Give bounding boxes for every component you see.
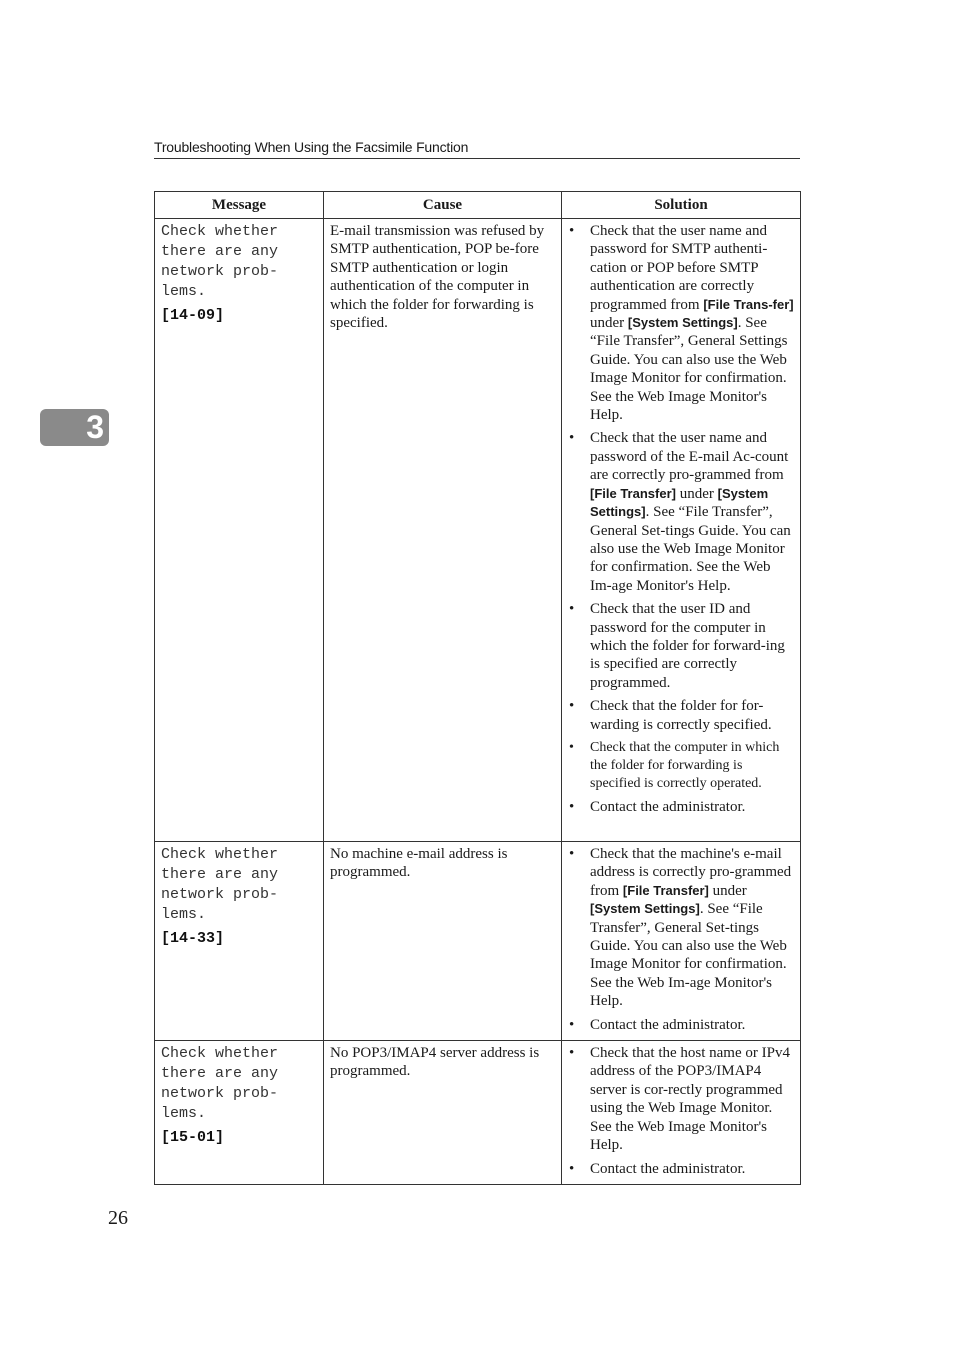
menu-key: [System Settings] (627, 315, 738, 331)
page-number: 26 (108, 1207, 128, 1229)
column-header-cause: Cause (324, 192, 562, 219)
solution-item: • Contact the administrator. (590, 1016, 794, 1034)
cause-cell: No POP3/IMAP4 server address is programmed. (324, 1041, 562, 1185)
chapter-tab (40, 409, 109, 446)
solution-list (568, 845, 794, 1034)
running-header: Troubleshooting When Using the Facsimile Function (154, 139, 800, 159)
message-text: Check whether there are any network prob- lems. (161, 1045, 279, 1123)
menu-key: [File Transfer] (622, 882, 709, 898)
troubleshooting-table (154, 191, 801, 1185)
solution-item: • Check that the host name or IPv4 address of the POP3/IMAP4 server is cor-rectly programmed using the Web Image Monitor. See the Web Image Monitor's Help. (590, 1044, 794, 1154)
solution-item: • Contact the administrator. (590, 1160, 794, 1178)
message-text: Check whether there are any network prob- lems. (161, 223, 279, 300)
error-code: [14-09] (161, 307, 225, 324)
table-header-row (155, 192, 801, 219)
column-header-solution: Solution (562, 192, 801, 219)
chapter-number: 3 (86, 409, 104, 445)
solution-item: • Check that the user ID and password for the computer in which the folder for forward-ing is specified are correctly programmed. (590, 600, 794, 692)
cause-cell: No machine e-mail address is programmed. (324, 842, 562, 1041)
message-text: Check whether there are any network prob- lems. (161, 846, 279, 923)
table-row (155, 842, 801, 1041)
message-cell (155, 1041, 324, 1185)
solution-cell (562, 842, 801, 1041)
message-cell (155, 842, 324, 1041)
solution-item: • Contact the administrator. (590, 798, 794, 816)
menu-key: [File Transfer] (590, 485, 676, 501)
solution-item: • Check that the machine's e-mail address is correctly pro-grammed from [File Transfer] under [System Settings]. See “File Transfer”, General Set-tings Guide. You can also use the Web Image Monitor for confirmation. See the Web Im-age Monitor's Help. (590, 845, 794, 1011)
error-code: [14-33] (161, 930, 225, 947)
solution-item: • Check that the user name and password for SMTP authenti-cation or POP before SMTP authentication are correctly programmed from [File Trans-fer] under [System Settings]. See “File Transfer”, General Settings Guide. You can also use the Web Image Monitor for confirmation. See the Web Image Monitor's Help. (590, 222, 794, 424)
solution-list (568, 1044, 794, 1178)
solution-item: • Check that the folder for for-warding is correctly specified. (590, 697, 794, 734)
solution-cell (562, 1041, 801, 1185)
solution-item: • Check that the user name and password of the E-mail Ac-count are correctly pro-grammed from [File Transfer] under [System Settings]. See “File Transfer”, General Set-tings Guide. You can also use the Web Image Monitor for confirmation. See the Web Im-age Monitor's Help. (590, 429, 794, 595)
table-row (155, 1041, 801, 1185)
error-code: [15-01] (161, 1129, 225, 1147)
menu-key: [System Settings] (590, 901, 700, 917)
menu-key: [System Settings] (590, 485, 769, 520)
solution-cell (562, 219, 801, 842)
message-cell (155, 219, 324, 842)
table-row (155, 219, 801, 842)
cause-cell: E-mail transmission was refused by SMTP authentication, POP be-fore SMTP authentication or login authentication of the computer in which the folder for forwarding is specified. (324, 219, 562, 842)
menu-key: [File Trans-fer] (703, 296, 794, 312)
column-header-message: Message (155, 192, 324, 219)
solution-item: • Check that the computer in which the folder for forwarding is specified is correctly operated. (590, 739, 794, 793)
solution-list (568, 222, 794, 816)
